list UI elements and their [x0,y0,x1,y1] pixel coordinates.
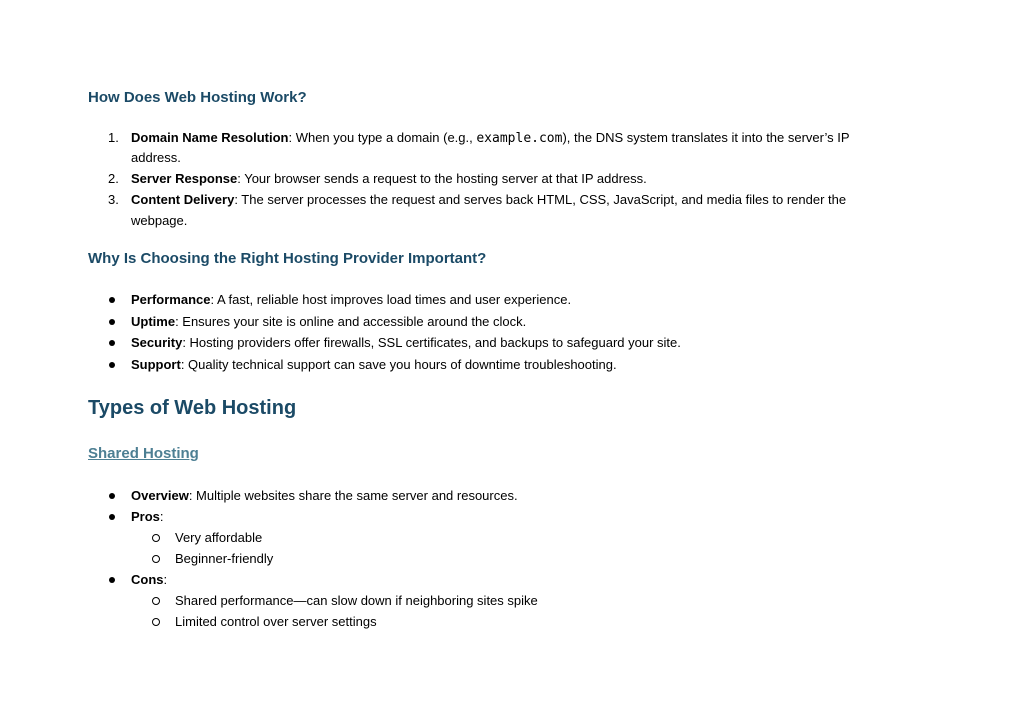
list-item-term: Pros [131,509,160,524]
bullet-icon [109,355,115,375]
list-item-domain-resolution [131,128,850,149]
heading-shared-hosting-link[interactable]: Shared Hosting [88,445,199,462]
bullet-icon [109,507,115,527]
heading-why-choose-provider: Why Is Choosing the Right Hosting Provider Important? [88,250,487,267]
sub-list-item: Beginner-friendly [175,551,274,566]
list-item-security [131,333,681,353]
sub-list-item: Very affordable [175,530,263,545]
list-item-text: : A fast, reliable host improves load times and user experience. [210,292,572,307]
list-item-uptime [131,312,526,332]
list-item-server-response [131,169,647,189]
heading-how-hosting-works: How Does Web Hosting Work? [88,89,307,106]
list-item-term: Cons [131,572,164,587]
list-number: 1. [108,130,119,145]
list-item-term: Performance [131,292,211,307]
list-item-continuation: webpage. [131,213,188,228]
bullet-icon [109,333,115,353]
bullet-icon [109,290,115,310]
circle-bullet-icon [152,549,160,569]
list-item-term: Uptime [131,314,176,329]
list-item-term: Server Response [131,171,238,186]
sub-list-item: Limited control over server settings [175,614,377,629]
list-item-text: : Multiple websites share the same server and resources. [188,488,518,503]
list-item-term: Support [131,357,181,372]
list-number: 2. [108,171,119,186]
bullet-icon [109,570,115,590]
list-item-overview [131,486,518,506]
list-item-text: : When you type a domain (e.g., [288,130,477,145]
list-number: 3. [108,192,119,207]
list-item-text: ), the DNS system translates it into the server’s IP [562,130,850,145]
list-item-performance [131,290,571,310]
list-item-text: : Ensures your site is online and accessible around the clock. [175,314,527,329]
circle-bullet-icon [152,591,160,611]
bullet-icon [109,486,115,506]
list-item-pros [131,507,164,527]
sub-list-item: Shared performance—can slow down if neighboring sites spike [175,593,538,608]
list-item-text: : Hosting providers offer firewalls, SSL certificates, and backups to safeguard your site. [182,335,681,350]
list-item-cons [131,570,167,590]
list-item-continuation: address. [131,150,181,165]
bullet-icon [109,312,115,332]
heading-types-of-hosting: Types of Web Hosting [88,397,297,419]
list-item-support [131,355,617,375]
list-item-term: Content Delivery [131,192,235,207]
list-item-term: Overview [131,488,189,503]
list-item-content-delivery [131,190,846,210]
list-item-term: Domain Name Resolution [131,130,289,145]
circle-bullet-icon [152,612,160,632]
list-item-text: : The server processes the request and serves back HTML, CSS, JavaScript, and media files to render the [234,192,847,207]
list-item-text: : [159,509,164,524]
list-item-text: : Quality technical support can save you hours of downtime troubleshooting. [180,357,617,372]
list-item-text: : Your browser sends a request to the hosting server at that IP address. [237,171,647,186]
code-example-domain: example.com [476,131,563,146]
circle-bullet-icon [152,528,160,548]
list-item-text: : [163,572,168,587]
list-item-term: Security [131,335,183,350]
